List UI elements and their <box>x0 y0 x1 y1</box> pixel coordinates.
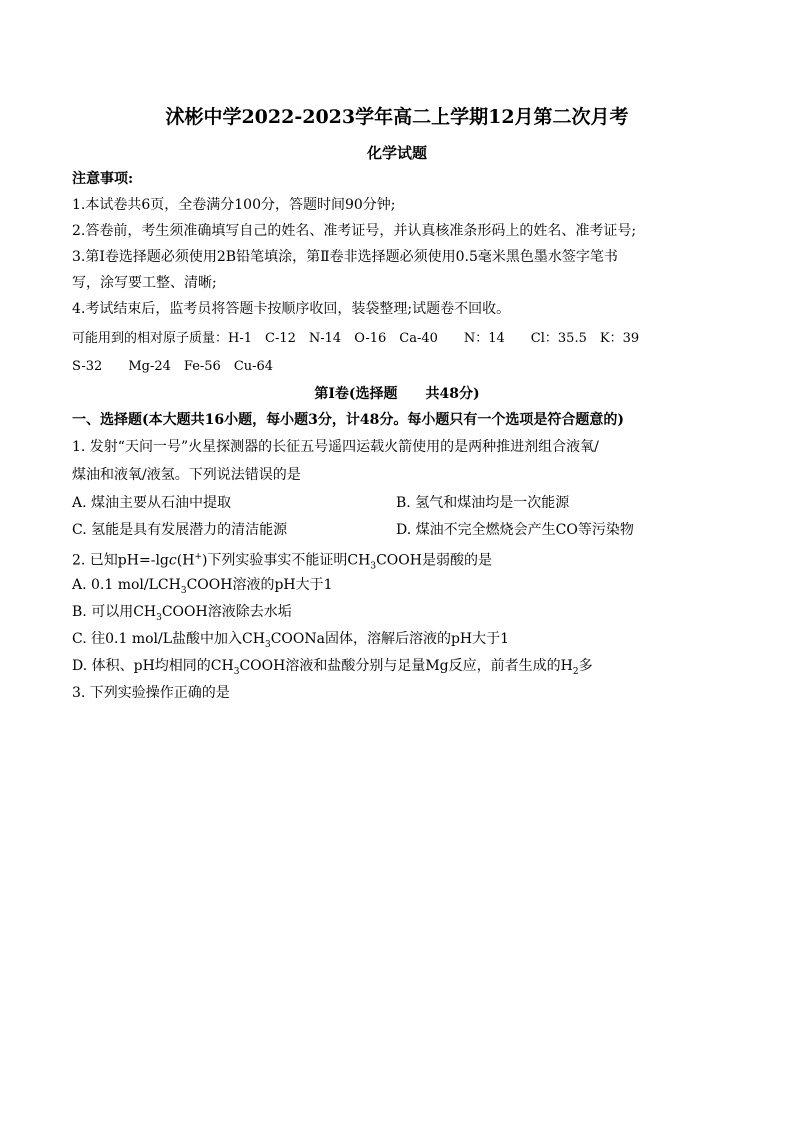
page-subtitle: 化学试题 <box>366 144 427 162</box>
q2-option-d: D. 体积、pH均相同的$CH_3COOH$溶液和盐酸分别与足量Mg反应，前者生成的$H_2$多 <box>72 658 593 677</box>
notice-item-2: 2.答卷前，考生须准确填写自己的姓名、准考证号，并认真核准条形码上的姓名、准考证号; <box>72 223 637 239</box>
notice-item-3-cont: 写，涂写要工整、清晰; <box>72 275 217 291</box>
q1-option-c: C. 氢能是具有发展潜力的清洁能源 <box>72 522 288 538</box>
section-title: 第Ⅰ卷(选择题 共48分) <box>314 386 480 402</box>
notice-item-1: 1.本试卷共6页，全卷满分100分，答题时间90分钟; <box>72 197 396 213</box>
notice-item-3: 3.第Ⅰ卷选择题必须使用2B铅笔填涂，第Ⅱ卷非选择题必须使用0.5毫米黑色墨水签字笔书 <box>72 249 618 265</box>
notice-item-4: 4.考试结束后，监考员将答题卡按顺序收回，装袋整理;试题卷不回收。 <box>72 301 511 317</box>
q1-option-d: D. 煤油不完全燃烧会产生CO等污染物 <box>396 522 634 538</box>
notice-heading: 注意事项: <box>72 171 134 187</box>
q1-stem-line-1: 1. 发射“天问一号”火星探测器的长征五号遥四运载火箭使用的是两种推进剂组合液氧/ <box>72 439 599 455</box>
q2-stem: 2. 已知pH=-lgc(H+)下列实验事实不能证明$CH_3COOH$是弱酸的是 <box>72 552 492 572</box>
page-title: 沭彬中学2022-2023学年高二上学期12月第二次月考 <box>165 106 629 128</box>
q1-option-a: A. 煤油主要从石油中提取 <box>72 495 232 511</box>
q3-stem: 3. 下列实验操作正确的是 <box>72 685 230 701</box>
q2-option-c: C. 往0.1 mol/L盐酸中加入$CH_3COONa$固体，溶解后溶液的pH大于1 <box>72 631 510 650</box>
q2-option-a: A. 0.1 mol/$LCH_3COOH$溶液的pH大于1 <box>72 577 333 596</box>
atomic-mass-line-1: 可能用到的相对原子质量：H-1 C-12 N-14 O-16 Ca-40 N：14 Cl：35.5 K：39 <box>72 331 640 346</box>
q2-option-b: B. 可以用$CH_3COOH$溶液除去水垢 <box>72 604 292 623</box>
section-instruction: 一、选择题(本大题共16小题，每小题3分，计48分。每小题只有一个选项是符合题意的) <box>72 412 624 428</box>
q1-option-b: B. 氢气和煤油均是一次能源 <box>396 495 570 511</box>
q1-stem-line-2: 煤油和液氧/液氢。下列说法错误的是 <box>72 467 301 483</box>
atomic-mass-line-2: S-32 Mg-24 Fe-56 Cu-64 <box>72 359 274 374</box>
